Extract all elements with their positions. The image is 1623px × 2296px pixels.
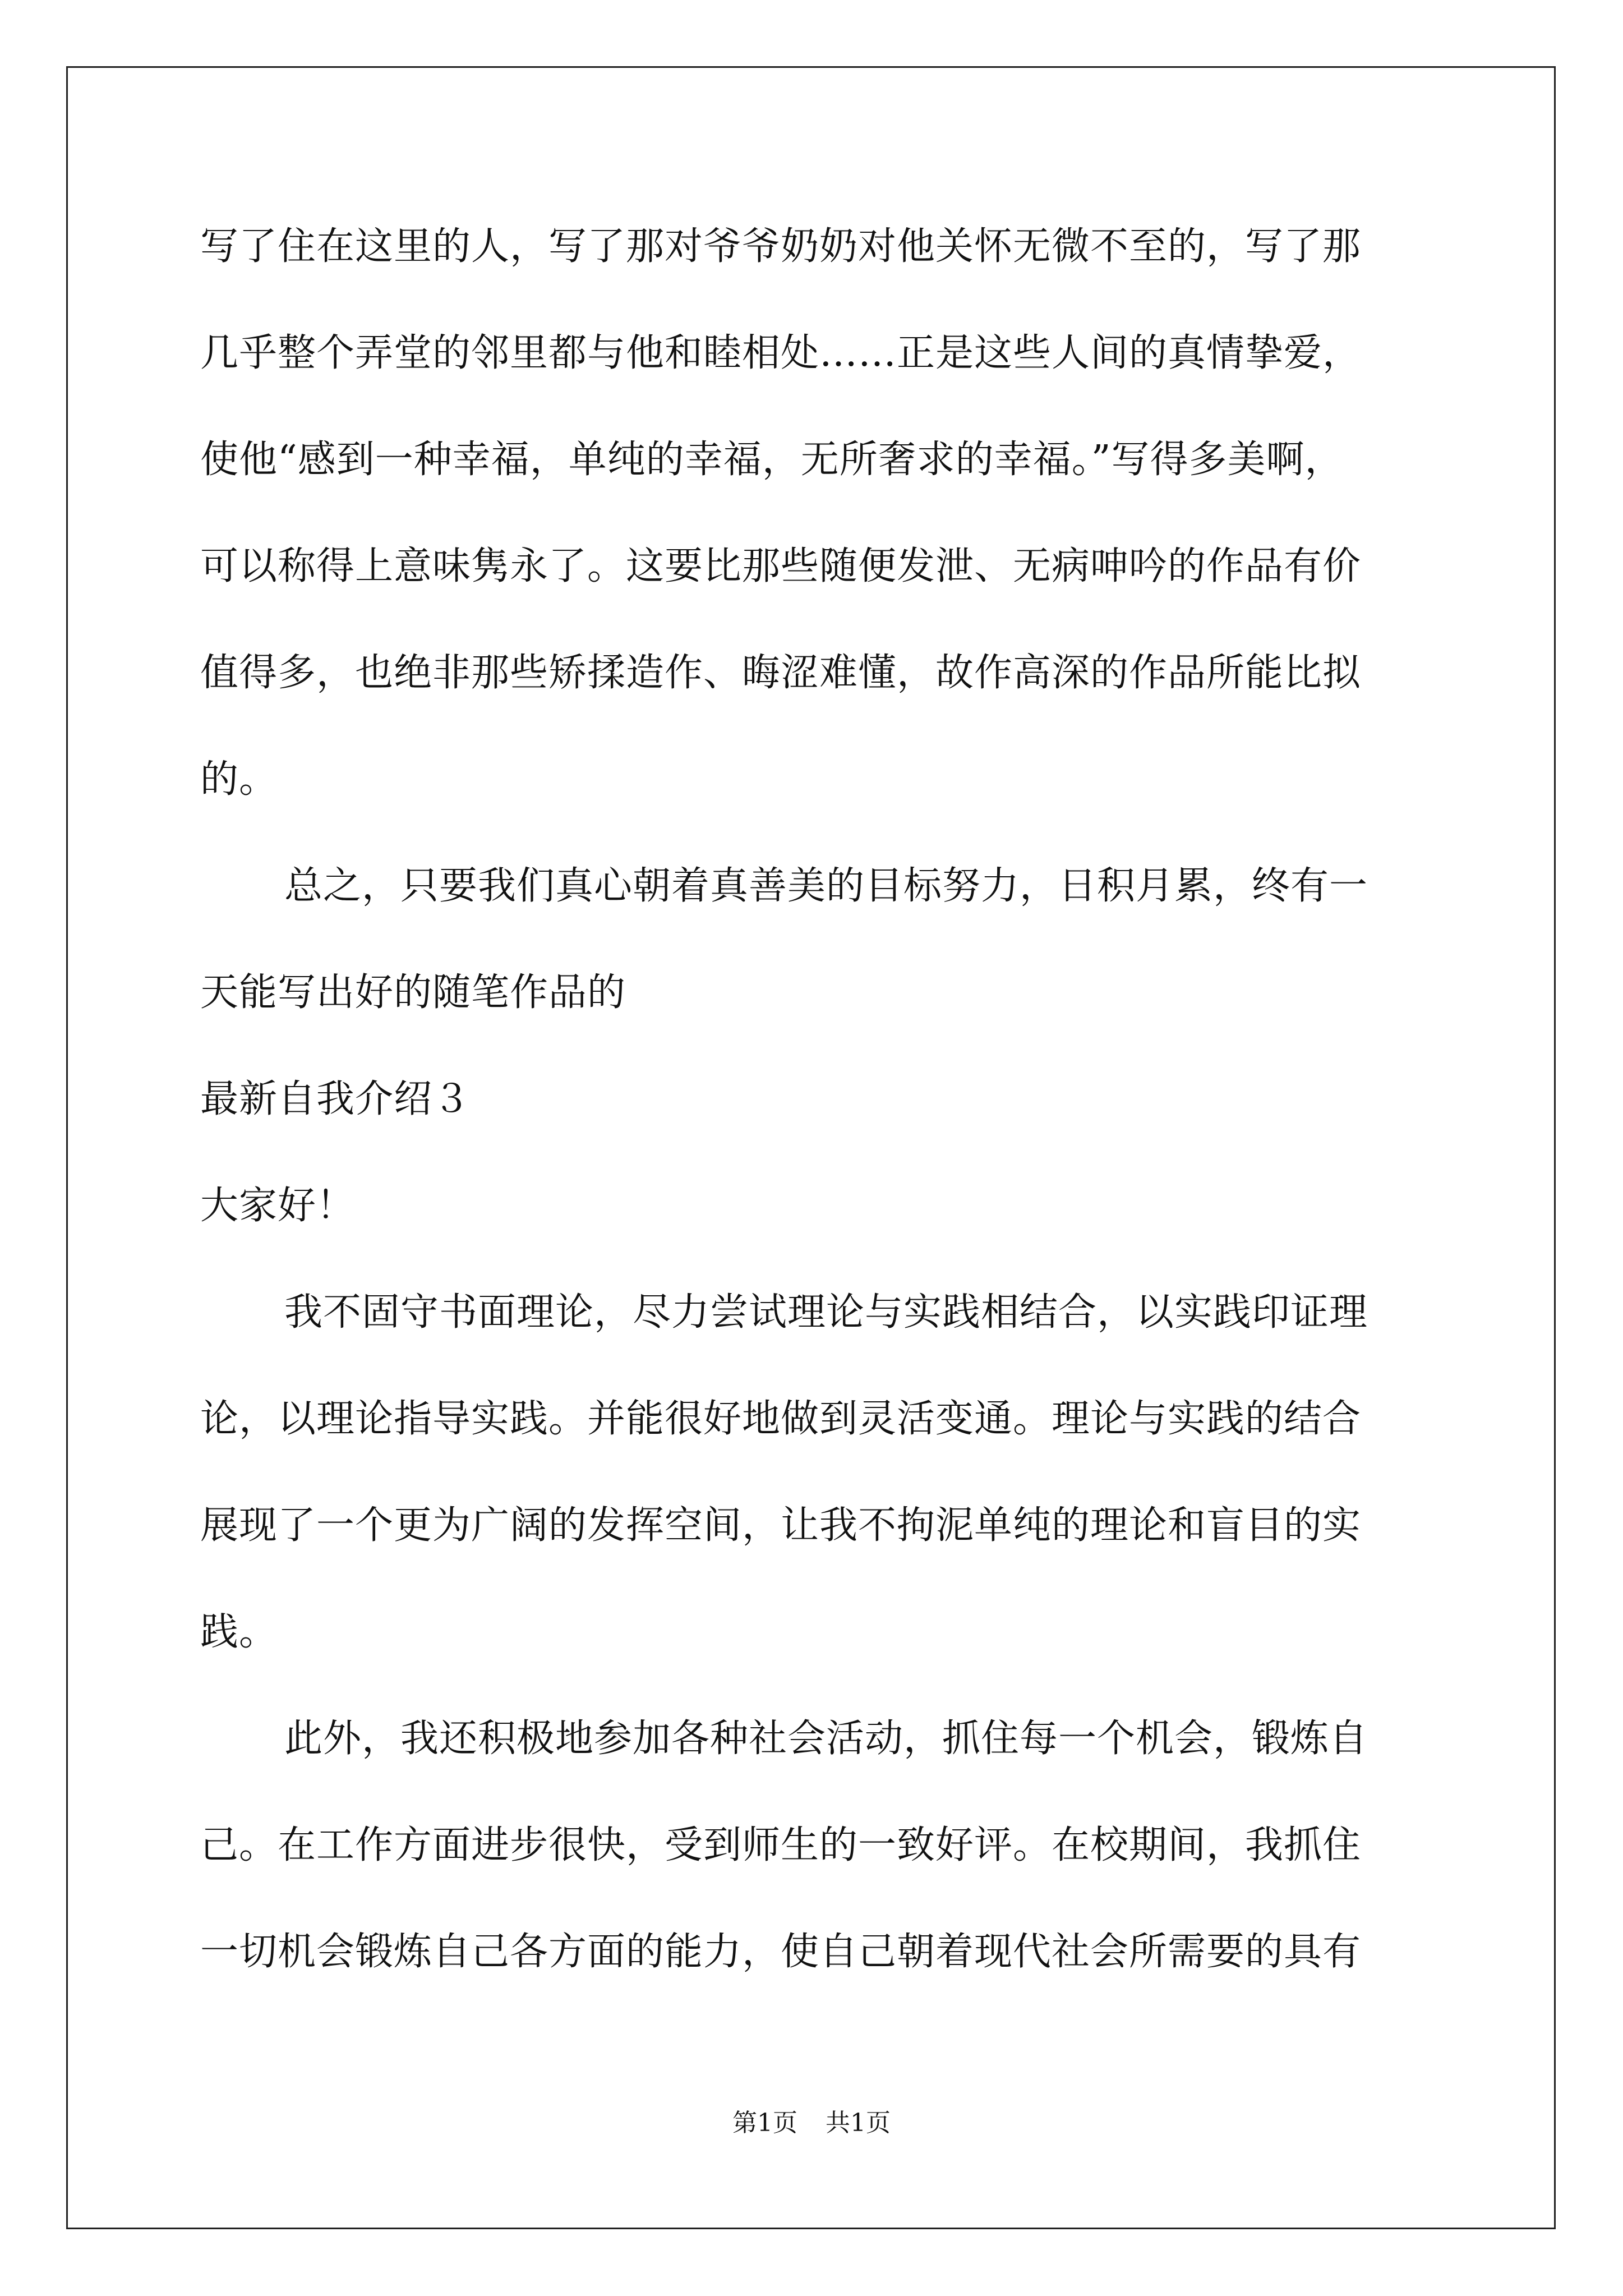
paragraph-start-line: 总之，只要我们真心朝着真善美的目标努力，日积月累，终有一 — [284, 864, 1368, 908]
page-total: 共1页 — [826, 2109, 891, 2137]
text-line: 展现了一个更为广阔的发挥空间，让我不拘泥单纯的理论和盲目的实 — [200, 1503, 1362, 1548]
text-line: 使他“感到一种幸福，单纯的幸福，无所奢求的幸福。”写得多美啊， — [200, 438, 1344, 482]
text-line: 值得多，也绝非那些矫揉造作、晦涩难懂，故作高深的作品所能比拟 — [200, 651, 1362, 695]
text-line: 几乎整个弄堂的邻里都与他和睦相处……正是这些人间的真情挚爱， — [200, 331, 1362, 375]
text-line: 的。 — [200, 757, 278, 802]
section-heading: 最新自我介绍３ — [200, 1077, 472, 1121]
text-line: 论，以理论指导实践。并能很好地做到灵活变通。理论与实践的结合 — [200, 1397, 1362, 1441]
page-footer — [0, 2106, 1623, 2140]
text-line: 写了住在这里的人，写了那对爷爷奶奶对他关怀无微不至的，写了那 — [200, 224, 1362, 269]
text-line: 己。在工作方面进步很快，受到师生的一致好评。在校期间，我抓住 — [200, 1823, 1362, 1867]
paragraph-start-line: 此外，我还积极地参加各种社会活动，抓住每一个机会，锻炼自 — [284, 1717, 1368, 1761]
text-line: 践。 — [200, 1610, 278, 1654]
document-body — [200, 222, 1428, 2033]
text-line: 天能写出好的随笔作品的 — [200, 970, 626, 1015]
text-line: 一切机会锻炼自己各方面的能力，使自己朝着现代社会所需要的具有 — [200, 1930, 1362, 1974]
paragraph-start-line: 我不固守书面理论，尽力尝试理论与实践相结合，以实践印证理 — [284, 1290, 1368, 1335]
text-line: 可以称得上意味隽永了。这要比那些随便发泄、无病呻吟的作品有价 — [200, 544, 1362, 588]
greeting-line: 大家好！ — [200, 1184, 356, 1228]
page-number: 第1页 — [732, 2109, 797, 2137]
